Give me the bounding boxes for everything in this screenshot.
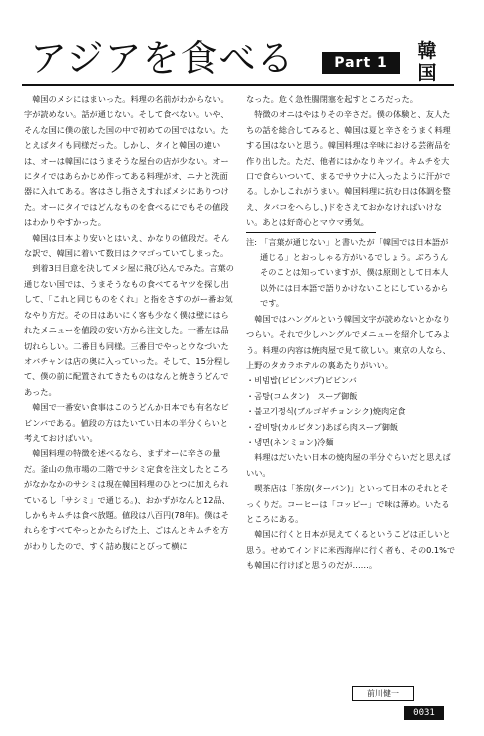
left-column (24, 92, 234, 554)
right-column (246, 92, 456, 574)
article-paragraph: 韓国で一番安い食事はこのうどんか日本でも有名なビビンバである。値段の方はたいてい日本の半分くらいと考えておけばいい。 (24, 402, 229, 443)
article-paragraph: 料理はだいたい日本の焼肉屋の半分ぐらいだと思えばいい。 (246, 452, 451, 478)
menu-item: ・불고기정식(ブルゴギチョンシク)焼肉定食 (246, 406, 406, 417)
part-badge: Part 1 (322, 52, 400, 74)
article-paragraph: 韓国のメシにはまいった。料理の名前がわからない。字が読めない。話が通じない。そして食べない。いや、そんな国に僕の旅した国の中で初めての国ではない。たとえばタイも同様だった。しかし、タイと韓国の違いは、オーは韓国にはうまそうな屋台の店が少ない。オーにタイではあらかじめ作ってある料理がオ、ニナと洗面器に入れてある。客はさし指さえすればメシにありつけた。オーにタイではどんなものを食べるにでもその値段はわかりやすかった。 (24, 94, 229, 228)
region-label: 韓国 (417, 40, 437, 84)
article-paragraph: 韓国に行くと日本が見えてくるというこどは正しいと思う。せめてインドに米西海岸に行く者も、その0.1%でも韓国に行けばと思うのだが……。 (246, 529, 456, 571)
note-divider (246, 232, 376, 233)
author-signature: 前川健一 (352, 686, 414, 701)
menu-item: ・갈비탕(カルビタン)あばら肉スープ御飯 (246, 421, 399, 432)
article-paragraph: 韓国ではハングルという韓国文字が読めないとかなりつらい。それで少しハングルでメニューを紹介してみよう。料理の内容は焼肉屋で見て欲しい。東京の人なら、上野のタカラホテルの裏あたりがいい。 (246, 313, 451, 370)
article-paragraph: 韓国は日本より安いとはいえ、かなりの値段だ。そんな訳で、韓国に着いて数日はクマゴっていてしまった。 (24, 232, 230, 259)
korean-menu-list (246, 373, 456, 450)
footnote-text: 「言葉が通じない」と書いたが「韓国では日本語が通じる」とおっしゃる方がいるでしょう。ぶろうんそのことは知っていますが、僕は原則として日本人以外には日本語で語りかけないことにしているからです。 (260, 236, 449, 309)
footnote-mark: 注: (246, 236, 257, 247)
article-paragraph: 韓国料理の特徴を述べるなら、まずオーに辛さの量だ。釜山の魚市場の二階でサシミ定食を注文したところがなかなかのサシミは現在韓国料理のひとつに加えられているし「サシミ」で通じる。)、おかずがなんと12品、しかもキムチは食べ放題。値段は八百円(78年)。僕はそれらをすべてやっとかたらげた上、ごはんとキムチを方がわりしたので、すく詰め腹にとびって横に (24, 448, 230, 551)
article-paragraph: 到着3日目意を決してメシ屋に飛び込んでみた。言葉の通じない国では、うまそうなもの食べてるヤツを探し出して、「これと同じものをくれ」と指をさすのがー番お気なやり方だ。その日はあいにく客も少なく僕は壁にはられたメニューを値段の安い方から注文した。一番左は品切れらしい。二番目も同様。三番目でやっとウなづいたオバチャンは店の奥に入っていった。そして、15分程して、僕の前に配置されてきたものはなんと焼きうどんであった。 (24, 263, 234, 397)
page-number: 0031 (404, 706, 444, 720)
article-paragraph: 特徴のオニはやはりその辛さだ。僕の体験と、友人たちの話を総合してみると、韓国は夏と辛さをうまく料理する国はないと思う。韓国料理は辛味における芸術品を作り出した。ただ、他者にはかなりキツイ。キムチを大口で食らいついて、まるでサウナに入ったように汗がでる。しかしこれがうまい。韓国料理に抗む日は体調を整え、タバコをへらし、)ドをさえておかなければいけない。あとは好奇心とマウマ勇気。 (246, 109, 451, 228)
menu-item: ・비빔밥(ビビンパプ)ビビンバ (246, 375, 357, 386)
page-title: アジアを食べる (30, 37, 295, 80)
footnote (246, 235, 456, 312)
menu-item: ・냉면(ネンミョン)冷麺 (246, 436, 334, 447)
menu-item: ・곰탕(コムタン) スープ御飯 (246, 390, 358, 401)
title-rule (22, 84, 454, 86)
article-paragraph: なった。危く急性腸閉塞を起すところだった。 (246, 94, 418, 104)
article-paragraph: 喫茶店は「茶房(ターバン)」といって日本のそれとそっくりだ。コーヒーは「コッピー」で味は薄め。いたるところにある。 (246, 483, 450, 524)
